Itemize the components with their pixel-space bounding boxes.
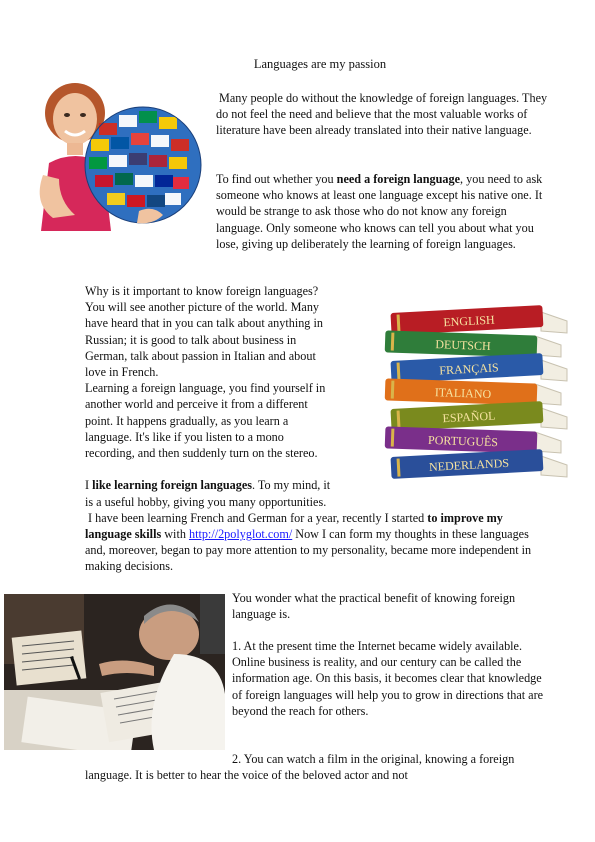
book-label: PORTUGUÊS [427, 432, 499, 450]
paragraph-practical-benefit: You wonder what the practical benefit of knowing foreign language is. [232, 591, 516, 622]
p2-text-c: , you need to ask someone who knows at least one language except his native one. It would be strange to ask those who do not know any foreign language. Only someone who knows can tell you about what you lose, giving up deliberately the learning of foreign languages. [216, 172, 543, 251]
p9-text: 2. You can watch a film in the original, knowing a foreign language. It is better to hear the voice of the beloved actor and not [85, 752, 515, 783]
book-label: ENGLISH [443, 312, 495, 330]
paragraph-need-language [85, 171, 551, 252]
man-reading-image [4, 594, 225, 750]
page-title: Languages are my passion [253, 57, 387, 71]
paragraph-film [85, 751, 551, 783]
p2-bold: need a foreign language [336, 172, 461, 186]
p6-text-a: I have been learning French and German for a year, recently I started [88, 510, 428, 525]
book-label: FRANÇAIS [438, 360, 500, 378]
polyglot-link[interactable]: http://2polyglot.com/ [188, 527, 293, 542]
p2-text-a: To find out whether you [216, 172, 337, 186]
p3-text: Why is it important to know foreign languages? You will see another picture of the world. Many have heard that in you can talk about anything in Russian; it is good to talk about business in German, talk about passion in Italian and about love in French. [85, 284, 323, 380]
paragraph-internet: 1. At the present time the Internet became widely available. Online business is reality, and our century can be called the information age. On this basis, it becomes clear that knowledge of foreign languages will help you to grow in directions that are beyond the reach for others. [232, 639, 544, 718]
book-label: DEUTSCH [435, 337, 491, 354]
p6-text-c: with [161, 527, 189, 542]
p5-text-c: . To my mind, it is a useful hobby, giving you many opportunities. [85, 478, 331, 509]
book-label: NEDERLANDS [428, 455, 510, 474]
p6-text-d: Now I can form my thoughts in these languages and, moreover, began to pay more attention to my personality, became more independent in making decisions. [85, 527, 532, 574]
book-label: ITALIANO [434, 385, 492, 402]
paragraph-intro: Many people do without the knowledge of foreign languages. They do not feel the need and believe that the most valuable works of literature have been already translated into their native language. [216, 91, 548, 138]
book-label: ESPAÑOL [442, 408, 496, 426]
p5-bold: like learning foreign languages [92, 478, 253, 493]
p5-text-a: I [85, 478, 93, 493]
p6-bold: to improve my language skills [85, 510, 503, 542]
p4-text: Learning a foreign language, you find yourself in another world and perceive it from a different point. It happens gradually, as you learn a language. It's like if you listen to a mono recording, and then suddenly turn on the stereo. [85, 381, 326, 461]
paragraph-why-important [85, 283, 551, 575]
